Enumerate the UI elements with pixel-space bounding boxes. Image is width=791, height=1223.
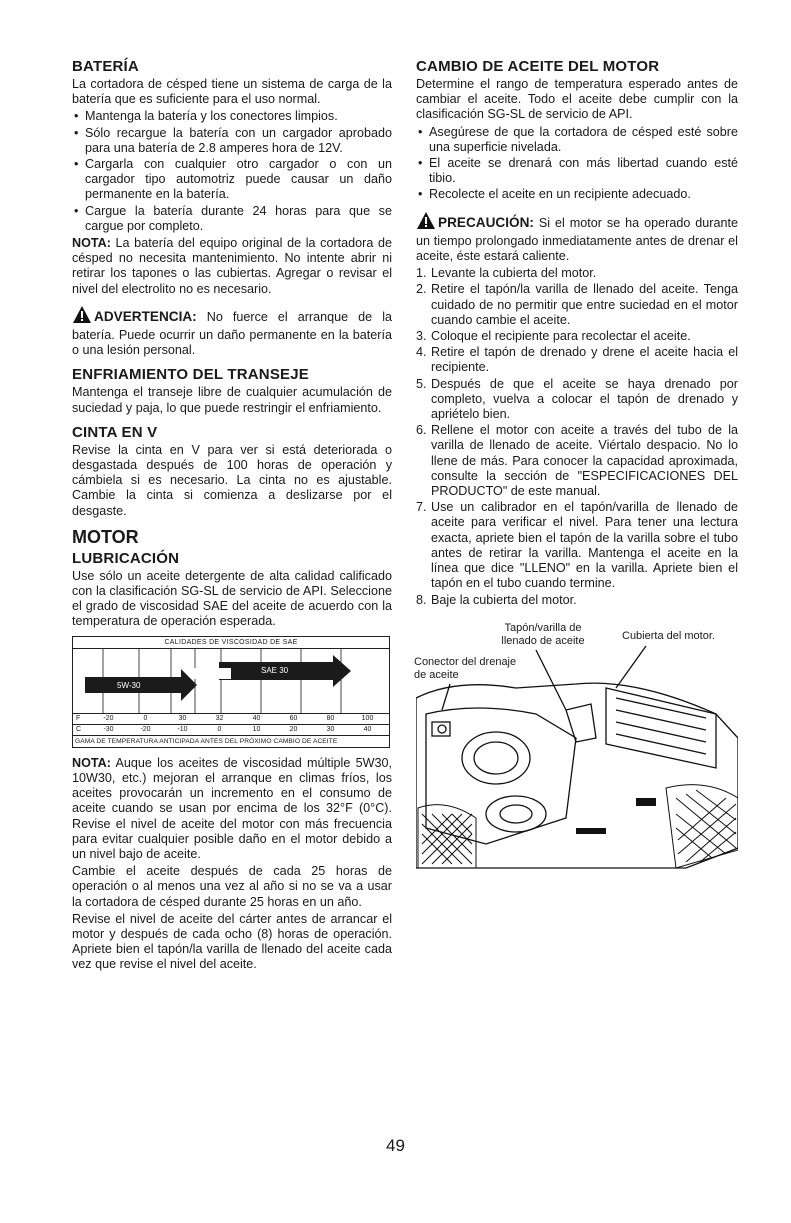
cambie-aceite: Cambie el aceite después de cada 25 horas de operación o al menos una vez al año si no se va a usar la cortadora de césped durante 25 horas en un año.	[72, 864, 392, 909]
list-item: 6. Rellene el motor con aceite a través del tubo de la varilla de llenado de aceite. Viértalo despacio. No lo llene de más. Para conocer la capacidad aproximada, consulte la sección de "ESPECIFICACIONES DEL PRODUCTO" de este manual.	[416, 423, 738, 499]
precaucion-text: Si el motor se ha operado durante un tiempo prolongado inmediatamente antes de drenar el aceite, éste estará caliente.	[416, 215, 738, 264]
cambio-steps	[416, 266, 738, 607]
list-item: 4. Retire el tapón de drenado y drene el aceite hacia el recipiente.	[416, 345, 738, 375]
page-number: 49	[386, 1136, 405, 1155]
warning-triangle-icon	[72, 305, 92, 328]
viscosity-table	[72, 636, 390, 748]
section-title-cinta: CINTA EN V	[72, 423, 158, 441]
list-item: 2. Retire el tapón/la varilla de llenado del aceite. Tenga cuidado de no permitir que entre suciedad en el motor cuando cambie el aceite.	[416, 282, 738, 327]
section-title-lubricacion: LUBRICACIÓN	[72, 549, 180, 567]
sae30-label: SAE 30	[261, 665, 289, 675]
bateria-nota	[72, 236, 392, 297]
list-item: • Cargue la batería durante 24 horas para que se cargue por completo.	[72, 204, 392, 234]
warning-triangle-icon	[416, 211, 436, 234]
left-column	[72, 58, 392, 975]
table-footer: GAMA DE TEMPERATURA ANTICIPADA ANTES DEL PRÓXIMO CAMBIO DE ACEITE	[75, 737, 338, 745]
section-title-bateria: BATERÍA	[72, 58, 139, 75]
label-tapon: Tapón/varilla de llenado de aceite	[501, 621, 585, 647]
list-item: • Mantenga la batería y los conectores limpios.	[72, 109, 392, 124]
5w30-label: 5W-30	[117, 680, 141, 690]
engine-illustration	[416, 618, 738, 886]
list-item: • Asegúrese de que la cortadora de césped esté sobre una superficie nivelada.	[416, 125, 738, 155]
engine-figure	[416, 618, 738, 886]
cambio-bullets	[416, 125, 738, 203]
list-item: 3. Coloque el recipiente para recolectar el aceite.	[416, 329, 691, 344]
advertencia-text: No fuerce el arranque de la batería. Puede ocurrir un daño permanente en la batería o una lesión personal.	[72, 309, 392, 358]
nota-label: NOTA:	[72, 236, 111, 251]
bateria-advertencia	[72, 305, 392, 359]
list-item: 1. Levante la cubierta del motor.	[416, 266, 597, 281]
enfriamiento-text: Mantenga el transeje libre de cualquier acumulación de suciedad y paja, lo que puede restringir el enfriamiento.	[72, 385, 392, 415]
lubricacion-text: Use sólo un aceite detergente de alta calidad calificado con la clasificación SG-SL de servicio de API. Seleccione el grado de viscosidad SAE del aceite de acuerdo con la temperatura de operación esperada.	[72, 568, 392, 629]
right-column	[416, 58, 738, 886]
label-conector: Conector del drenaje de aceite	[414, 655, 517, 681]
precaucion-label: PRECAUCIÓN:	[438, 214, 534, 230]
cinta-text: Revise la cinta en V para ver si está deteriorada o desgastada después de 100 horas de operación y cámbiela si es necesario. La cinta no es ajustable. Cambie la cinta si comienza a deslizarse por el desgaste.	[72, 442, 392, 518]
section-title-enfriamiento: ENFRIAMIENTO DEL TRANSEJE	[72, 366, 309, 384]
fahrenheit-row: F -20 0 30 32 40 60 80 100	[73, 714, 389, 725]
advertencia-label: ADVERTENCIA:	[94, 308, 197, 324]
nota-viscosidad: NOTA: Auque los aceites de viscosidad múltiple 5W30, 10W30, etc.) mejoran el arranque en climas fríos, los aceites provocarán un incremento en el consumo de aceite cuando se usan por encima de los 32°F (0°C). Revise el nivel de aceite del motor con más frecuencia para evitar cualquier posible daño en el motor debido a un nivel bajo de aceite.	[72, 755, 392, 861]
table-caption: CALIDADES DE VISCOSIDAD DE SAE	[73, 637, 389, 649]
nota-text: La batería del equipo original de la cortadora de césped no necesita mantenimiento. No intente abrir ni retirar los tapones o las cubiertas. Agregar o revisar el nivel del electrolito no es necesario.	[72, 236, 392, 296]
list-item: 7. Use un calibrador en el tapón/varilla de llenado de aceite para verificar el nivel. Para tener una lectura exacta, apriete bien el tapón de la varilla sobre el tubo antes de retirar la varilla. Mantenga el aceite en la línea que dice "LLENO" en la varilla. Apriete bien el tapón en el tubo cuando termine.	[416, 500, 738, 591]
list-item: • Recolecte el aceite en un recipiente adecuado.	[416, 187, 738, 202]
list-item: • El aceite se drenará con más libertad cuando esté tibio.	[416, 156, 738, 186]
list-item: • Sólo recargue la batería con un cargador aprobado para una batería de 2.8 amperes hora de 12V.	[72, 126, 392, 156]
bateria-intro: La cortadora de césped tiene un sistema de carga de la batería que es suficiente para el uso normal.	[72, 77, 392, 107]
revise-nivel: Revise el nivel de aceite del cárter antes de arrancar el motor y después de cada ocho (8) horas de operación. Apriete bien el tapón/la varilla de llenado del aceite cada vez que revise el nivel del aceite.	[72, 911, 392, 972]
list-item: 5. Después de que el aceite se haya drenado por completo, vuelva a colocar el tapón de drenado y apriételo bien.	[416, 376, 738, 422]
section-title-motor: MOTOR	[72, 526, 139, 547]
cambio-intro: Determine el rango de temperatura esperado antes de cambiar el aceite. Todo el aceite debe cumplir con la clasificación SG-SL de servicio de API.	[416, 77, 738, 122]
celsius-row: C -30 -20 -10 0 10 20 30 40	[73, 725, 389, 736]
cambio-precaucion	[416, 211, 738, 265]
section-title-cambio-aceite: CAMBIO DE ACEITE DEL MOTOR	[416, 58, 660, 75]
label-cubierta: Cubierta del motor.	[622, 629, 715, 642]
viscosity-bars	[73, 649, 389, 714]
5w30-bar	[85, 669, 197, 701]
list-item: 8. Baje la cubierta del motor.	[416, 592, 577, 607]
list-item: • Cargarla con cualquier otro cargador o con un cargador tipo automotriz puede causar un daño permanente en la batería.	[72, 157, 392, 203]
bateria-bullets	[72, 109, 392, 234]
